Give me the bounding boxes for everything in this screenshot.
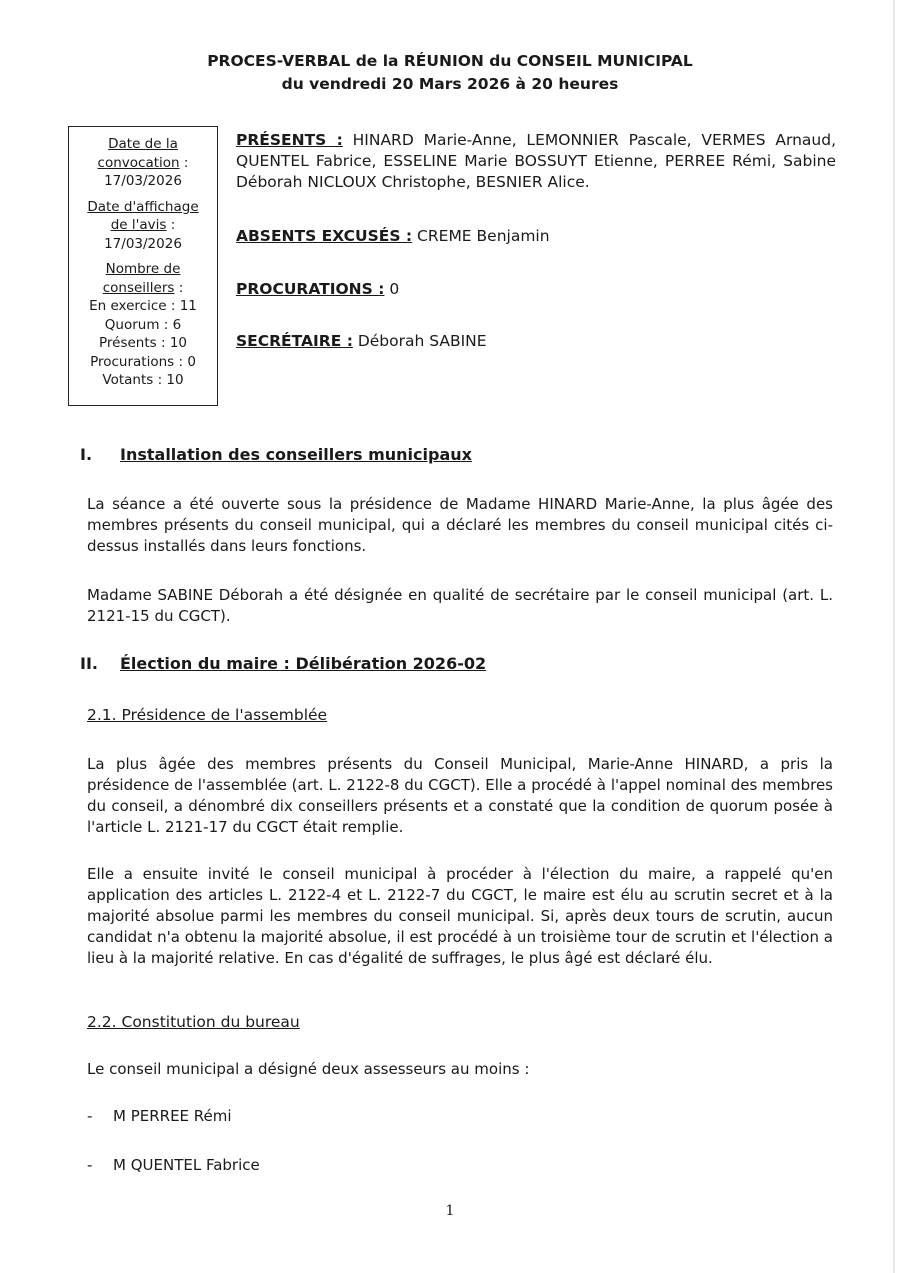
assesseur-1: M PERREE Rémi [113,1107,232,1125]
procurations-value: 0 [384,280,400,298]
affichage-label-2: de l'avis [110,217,167,233]
secretaire-name: Déborah SABINE [352,332,487,350]
nombre-label-1: Nombre de [105,261,181,277]
presents-label: PRÉSENTS : [236,131,343,149]
convocation-colon: : [179,154,189,171]
section-2-number: II. [80,654,98,673]
presents-list: HINARD Marie-Anne, LEMONNIER Pascale, VERMES Arnaud, QUENTEL Fabrice, ESSELINE Marie BOSSUYT Etienne, PERREE Rémi, Sabine Déborah NICLOUX Christophe, BESNIER Alice. [236,131,836,191]
section-1-paragraph-2: Madame SABINE Déborah a été désignée en qualité de secrétaire par le conseil municipal (art. L. 2121-15 du CGCT). [87,586,833,625]
meeting-info-box [68,126,218,406]
document-title [0,50,900,96]
nombre-colon: : [174,279,184,296]
section-2-title: Élection du maire : Délibération 2026-02 [120,654,487,673]
section-1-paragraph-1: La séance a été ouverte sous la présidence de Madame HINARD Marie-Anne, la plus âgée des membres présents du conseil municipal, qui a déclaré les membres du conseil municipal cités ci-dessus installés dans leurs fonctions. [87,495,833,555]
absents-block [236,226,836,247]
presents-block [236,130,836,193]
procurations-count: Procurations : 0 [90,353,196,370]
affichage-colon: : [166,217,176,233]
absents-label: ABSENTS EXCUSÉS : [236,227,413,245]
en-exercice: En exercice : 11 [89,298,197,314]
nombre-label-2: conseillers [102,279,175,296]
convocation-label-2: convocation [97,154,180,171]
subsection-2-2-heading: 2.2. Constitution du bureau [87,1013,300,1031]
section-2-paragraph-1: La plus âgée des membres présents du Conseil Municipal, Marie-Anne HINARD, a pris la présidence de l'assemblée (art. L. 2122-8 du CGCT). Elle a procédé à l'appel nominal des membres du conseil, a dénombré dix conseillers présents et a constaté que la condition de quorum posée à l'article L. 2121-17 du CGCT était remplie. [87,755,833,836]
title-line-2: du vendredi 20 Mars 2026 à 20 heures [281,75,619,93]
votants-count: Votants : 10 [102,372,184,388]
secretaire-block [236,331,836,352]
procurations-block [236,279,836,300]
affichage-label-1: Date d'affichage [87,198,199,215]
section-2-paragraph-2: Elle a ensuite invité le conseil municipal à procéder à l'élection du maire, a rappelé qu'en application des articles L. 2122-4 et L. 2122-7 du CGCT, le maire est élu au scrutin secret et à la majorité absolue parmi les membres du conseil municipal. Si, après deux tours de scrutin, aucun candidat n'a obtenu la majorité absolue, il est procédé à un troisième tour de scrutin et l'élection a lieu à la majorité relative. En cas d'égalité de suffrages, le plus âgé est déclaré élu. [87,865,833,967]
section-1-title: Installation des conseillers municipaux [120,445,472,464]
assesseur-2: M QUENTEL Fabrice [113,1156,260,1174]
convocation-date: 17/03/2026 [104,173,182,189]
title-line-1: PROCES-VERBAL de la RÉUNION du CONSEIL MUNICIPAL [207,52,693,70]
quorum: Quorum : 6 [104,316,182,333]
absents-list: CREME Benjamin [412,227,550,245]
presents-count: Présents : 10 [99,335,187,351]
convocation-label-1: Date de la [108,136,178,152]
section-1-number: I. [80,445,93,464]
secretaire-label: SECRÉTAIRE : [236,332,353,350]
section-2-heading [80,653,486,675]
page-number: 1 [445,1203,455,1219]
section-1-heading [80,444,472,466]
affichage-date: 17/03/2026 [104,235,182,252]
section-2-paragraph-3: Le conseil municipal a désigné deux assesseurs au moins : [87,1060,530,1078]
list-item: - M QUENTEL Fabrice [87,1156,260,1174]
list-item: - M PERREE Rémi [87,1107,232,1125]
procurations-label: PROCURATIONS : [236,280,385,298]
scan-edge [893,0,895,1273]
subsection-2-1-heading: 2.1. Présidence de l'assemblée [87,706,328,724]
